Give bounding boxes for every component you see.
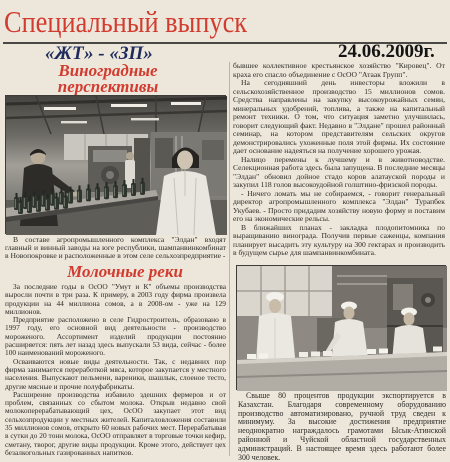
- photo-ice-cream-factory: [236, 265, 446, 390]
- article-paragraph: - Ничего ломать мы не собираемся, - говорит генеральный директор агропромышленного комплекса "Элдан" Турапбек Укубаев. - Просто придадим хозяйству новую форму и поставим его на экономические рельсы.: [233, 188, 445, 223]
- caption-text: Свыше 80 процентов продукции экспортируется в Казахстан. Благодаря современному оборудованию производство автоматизировано, ручной труд сведен к минимуму. За высокие достижения предприятие неоднократно награждалось грамотами Ысык-Атинской районной и Чуйской областной государственных администраций. В настоящее время здесь работают более 300 человек.: [238, 391, 446, 462]
- headline-grapes: Виноградные перспективы: [57, 61, 159, 96]
- article-paragraph: В ближайших планах - закладка плодопитомника по выращиванию винограда. Получив первые саженцы, компания планирует высадить эту культуру на 300 гектарах и производить в будущем сырье для шампанвинкомбината.: [233, 222, 445, 257]
- article-milk-body: [5, 283, 226, 457]
- article-paragraph: Осваиваются новые виды деятельности. Так, с недавних пор фирма занимается переработкой мяса, которое закупается у местного населения. Выпускают пельмени, вареники, шашлык, слоеное тесто, другие мясные и прочие полуфабрикаты.: [5, 356, 226, 391]
- issue-tag: «ЖТ» - «ЗП»: [45, 43, 153, 64]
- issue-date: 24.06.2009г.: [338, 41, 435, 62]
- article-paragraph: На сегодняшний день инвесторы вложили в сельскохозяйственное производство 15 миллионов сомов. Средства направлены на закупку высокоурожайных семян, минеральных удобрений, топлива, а также на капитальный ремонт техники. О том, что ситуация заметно улучшилась, говорит следующий факт. Недавно в "Элдане" прошел районный семинар, на котором представителям сельских округов демонстрировались ухоженные поля этой фирмы. Их состояние дает основание надеяться на получение хорошего урожая.: [233, 78, 445, 155]
- photo-winery-illustration: [6, 96, 227, 235]
- photo-caption-milk: [238, 391, 446, 462]
- photo-winery-production-line: [5, 95, 226, 234]
- photo-factory-illustration: [237, 266, 447, 391]
- lead-paragraph-grapes: [5, 236, 226, 261]
- column-divider: [229, 62, 230, 456]
- article-paragraph: бывшее коллективное крестьянское хозяйство "Кировец". От краха его спасло объединение с ОсОО "Атаак Групп".: [233, 61, 445, 79]
- headline-milk: Молочные реки: [67, 262, 183, 281]
- article-paragraph: Налицо перемены к лучшему и в животноводстве. Селекционная работа здесь была запущена. В последние месяцы "Элдан" обновил дойное стадо коров алатауской породы и закупил 118 голов высокоудойной голштино-фризской породы.: [233, 154, 445, 189]
- article-paragraph: Предприятие расположено в селе Гидростроитель, образовано в 1997 году, его основной вид деятельности - производство мороженого. Ассортимент изделий продукции постоянно расширяется: пять лет назад здесь выпускали 53 вида, сейчас - более 100 наименований мороженого.: [5, 315, 226, 358]
- article-grapes-body: [233, 62, 445, 262]
- lead-text: В составе агропромышленного комплекса "Элдан" входят главный и винный заводы на юге республики, шампанвинкомбинат в Новопокровке и расположенные в этом селе сельхозпредприятие -: [5, 235, 226, 260]
- article-paragraph: Расширение производства избавило здешних фермеров и от проблем, связанных со сбытом молока. Открыв недавно свой молокоперерабатывающий цех, ОсОО закупает этот вид сельхозпродукции у местных жителей. Капиталовложения составили 35 миллионов сомов, открыто 60 новых рабочих мест. Перерабатывая в сутки до 20 тонн молока, ОсОО отправляет в торговые точки кефир, сметану, творог, другие виды продукции. Кроме этого, действует цех безалкогольных газированных напитков.: [5, 389, 226, 457]
- article-paragraph: За последние годы в ОсОО "Умут и К" объемы производства выросли почти в три раза. К примеру, в 2003 году фирма произвела продукции на 44 миллиона сомов, а в 2008-ом - уже на 129 миллионов.: [5, 282, 226, 316]
- section-title: Специальный выпуск: [4, 4, 248, 39]
